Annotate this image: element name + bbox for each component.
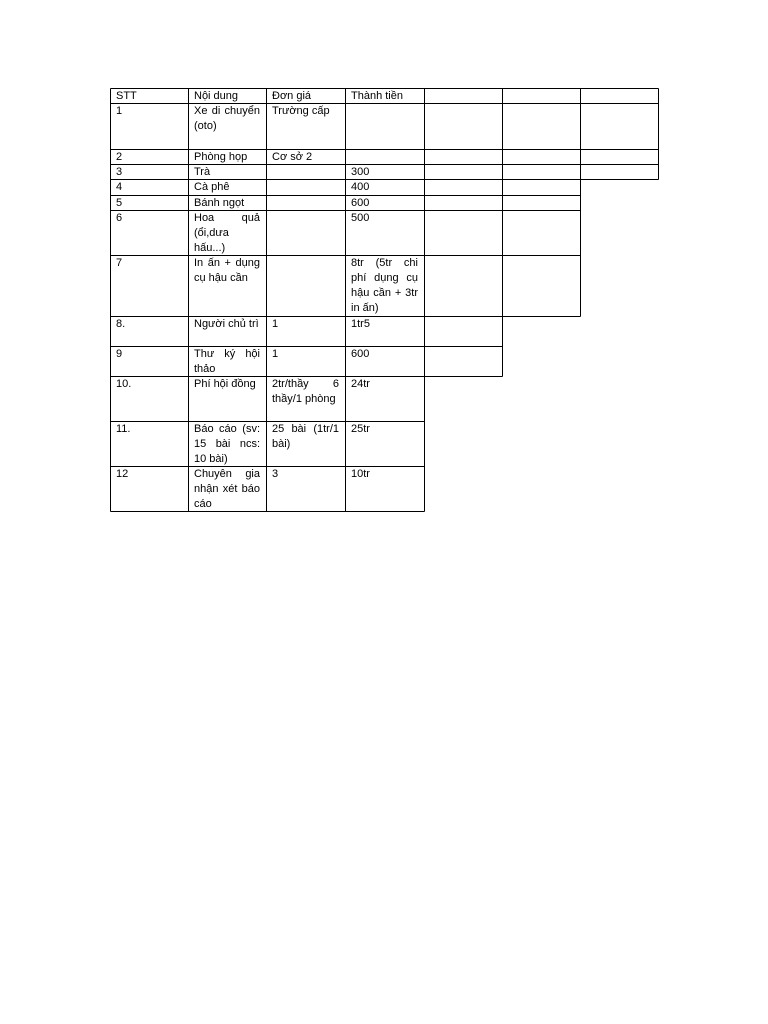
unit-price-cell: 1 (272, 348, 279, 360)
amount-cell: 10tr (351, 468, 370, 480)
content-cell: Phòng họp (194, 151, 248, 163)
amount-cell: 600 (351, 197, 370, 209)
unit-price-cell: 3 (272, 468, 279, 480)
content-cell: Người chủ trì (194, 318, 259, 330)
content-cell: Chuyên gia nhận xét báo cáo (194, 468, 260, 510)
unit-price-cell: Trường cấp (272, 105, 330, 117)
amount-cell: 1tr5 (351, 318, 370, 330)
amount-cell: 400 (351, 181, 370, 193)
stt-cell: 11. (116, 423, 131, 435)
empty-cell (502, 104, 580, 149)
header-unit-price-cell: Đơn giá (272, 90, 312, 102)
empty-cell (580, 89, 658, 103)
amount-cell: 24tr (351, 378, 370, 390)
content-cell: Trà (194, 166, 211, 178)
stt-cell: 7 (116, 257, 123, 269)
empty-cell (502, 165, 580, 179)
empty-cell (502, 180, 580, 195)
empty-cell (424, 196, 502, 210)
stt-cell: 2 (116, 151, 123, 163)
stt-cell: 5 (116, 197, 123, 209)
header-amount-cell: Thành tiền (351, 90, 403, 102)
unit-price-cell: 1 (272, 318, 279, 330)
empty-cell (580, 150, 658, 164)
stt-cell: 4 (116, 181, 123, 193)
stt-cell: 1 (116, 105, 123, 117)
empty-cell (424, 211, 502, 255)
amount-cell: 25tr (351, 423, 370, 435)
empty-cell (580, 104, 658, 149)
empty-cell (424, 150, 502, 164)
empty-cell (502, 150, 580, 164)
empty-cell (502, 211, 580, 255)
content-cell: In ấn + dụng cụ hậu cần (194, 257, 260, 284)
stt-cell: 3 (116, 166, 123, 178)
amount-cell (345, 104, 424, 149)
content-cell: Báo cáo (sv: 15 bài ncs: 10 bài) (194, 423, 260, 465)
empty-cell (424, 104, 502, 149)
empty-cell (424, 256, 502, 316)
unit-price-cell (266, 180, 345, 195)
unit-price-cell: Cơ sở 2 (272, 151, 313, 163)
amount-cell: 500 (351, 212, 370, 224)
unit-price-cell (266, 256, 345, 316)
stt-cell: 8. (116, 318, 126, 330)
stt-cell: 10. (116, 378, 132, 390)
amount-cell: 600 (351, 348, 370, 360)
amount-cell: 300 (351, 166, 370, 178)
content-cell: Xe di chuyển (oto) (194, 105, 260, 132)
empty-cell (502, 196, 580, 210)
header-content-cell: Nội dung (194, 90, 239, 102)
content-cell: Hoa quả (ổi,dưa hấu...) (194, 212, 260, 254)
content-cell: Cà phê (194, 181, 230, 193)
content-cell: Bánh ngọt (194, 197, 245, 209)
content-cell: Phí hội đồng (194, 378, 256, 390)
unit-price-cell (266, 165, 345, 179)
empty-cell (424, 347, 502, 376)
empty-cell (424, 180, 502, 195)
unit-price-cell (266, 211, 345, 255)
unit-price-cell: 25 bài (1tr/1 bài) (272, 423, 339, 450)
stt-cell: 9 (116, 348, 123, 360)
empty-cell (580, 165, 658, 179)
header-stt-cell: STT (116, 90, 137, 102)
stt-cell: 12 (116, 468, 129, 480)
amount-cell: 8tr (5tr chi phí dụng cụ hậu cần + 3tr in ấn) (351, 257, 418, 314)
empty-cell (502, 256, 580, 316)
empty-cell (424, 317, 502, 346)
empty-cell (424, 165, 502, 179)
stt-cell: 6 (116, 212, 123, 224)
empty-cell (424, 89, 502, 103)
empty-cell (502, 89, 580, 103)
unit-price-cell: 2tr/thầy 6 thầy/1 phòng (272, 378, 339, 405)
content-cell: Thư ký hội thảo (194, 348, 260, 375)
unit-price-cell (266, 196, 345, 210)
amount-cell (345, 150, 424, 164)
